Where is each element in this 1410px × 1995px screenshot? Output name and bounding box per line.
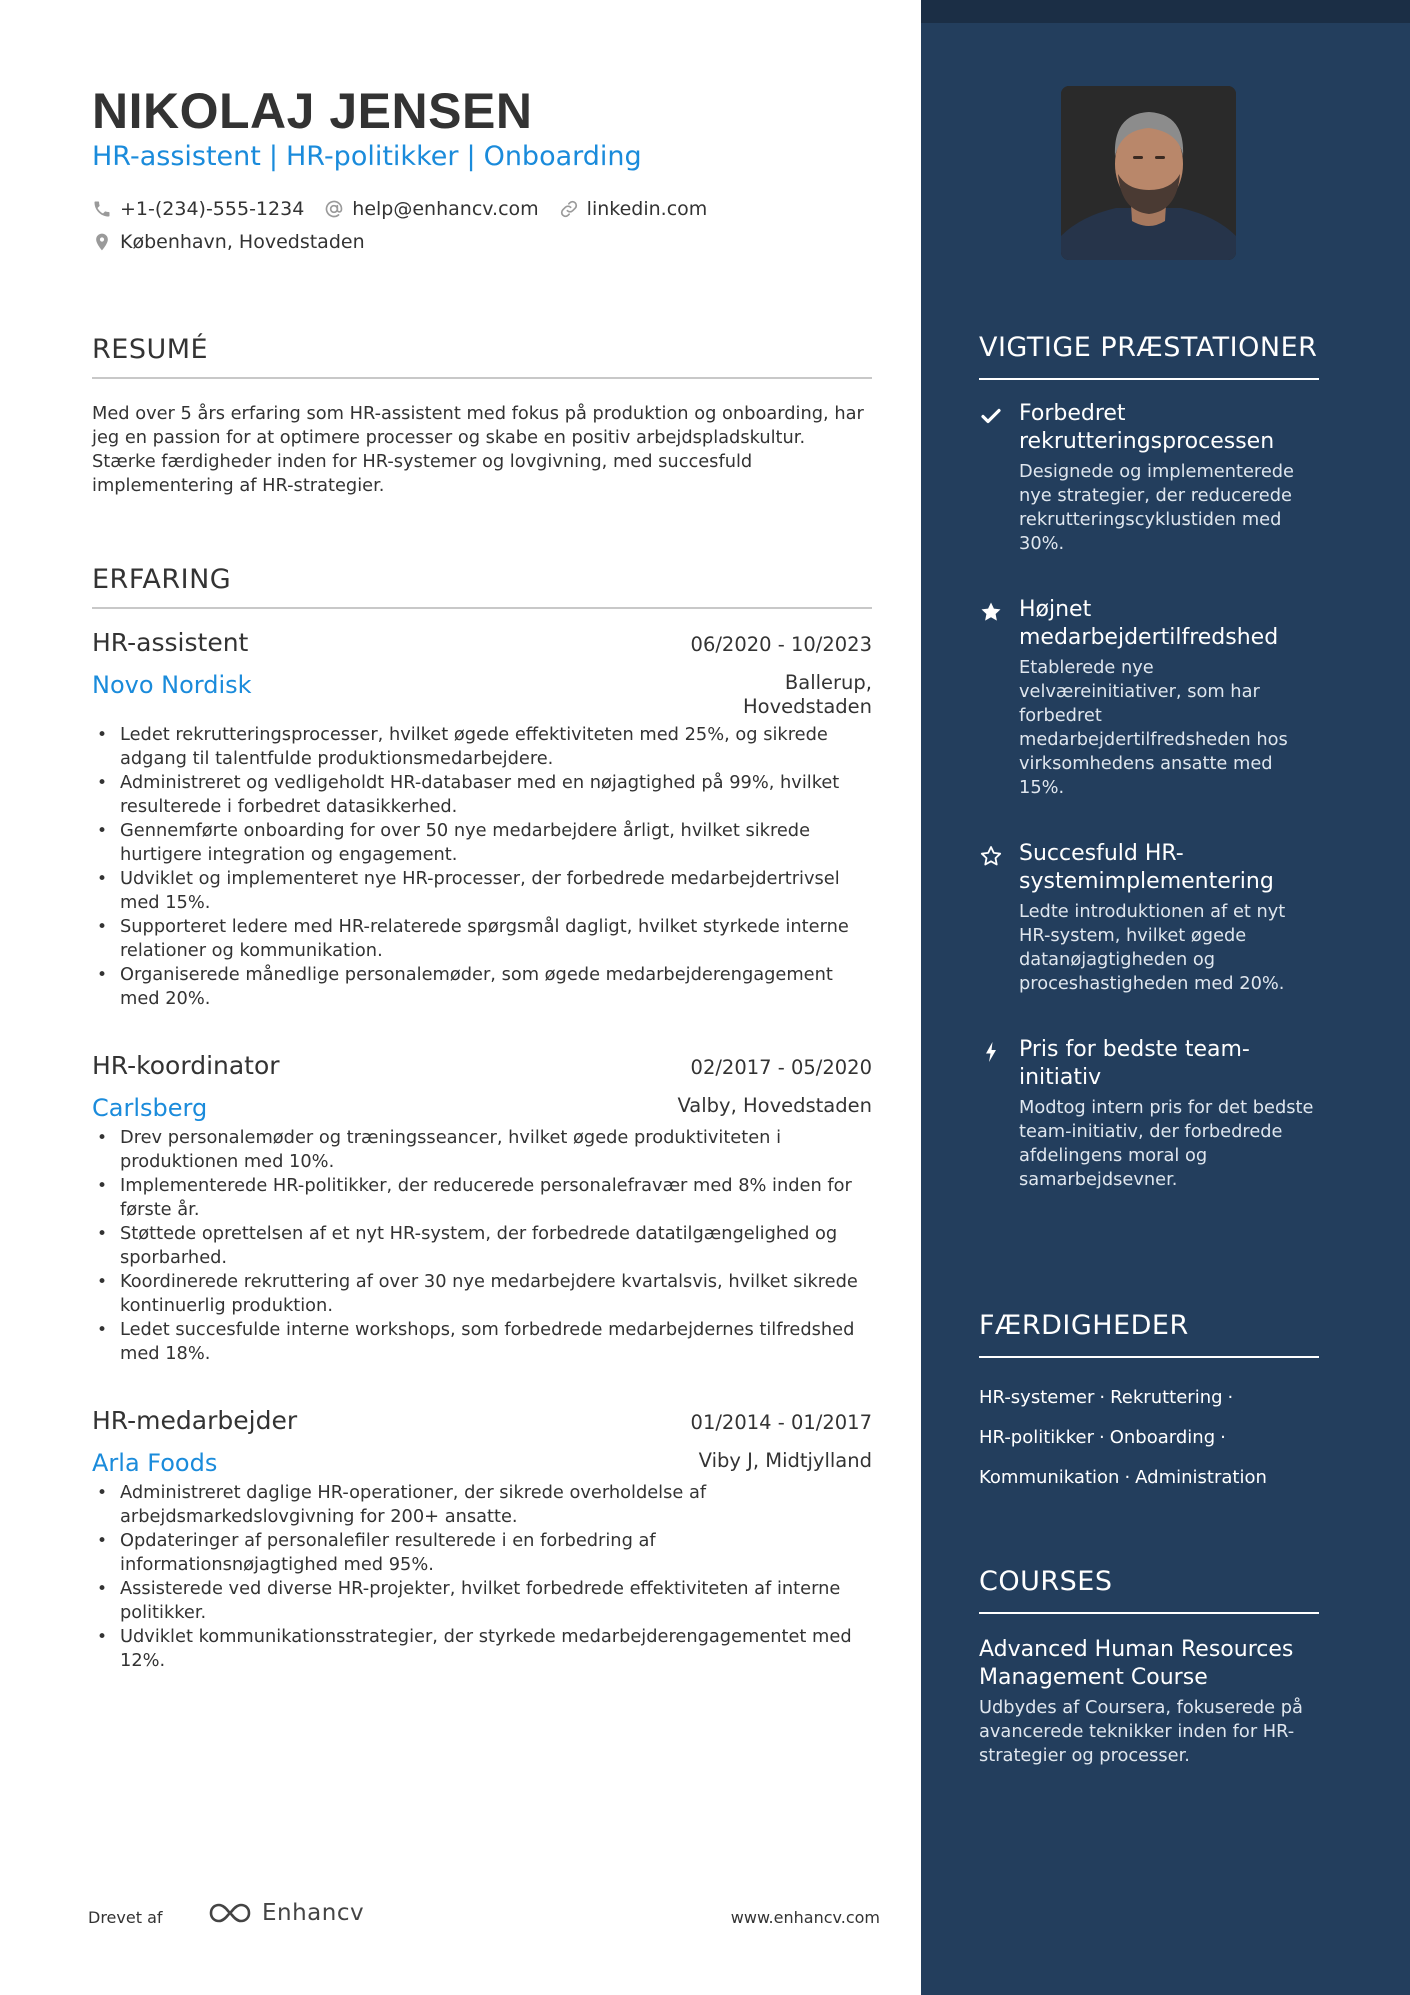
- job-bullet: • Implementerede HR-politikker, der reducerede personalefravær med 8% inden for første år.: [92, 1174, 872, 1222]
- achievements-section: [979, 330, 1319, 1232]
- star-outline-icon: [979, 844, 1003, 868]
- job-title: HR-assistent: [92, 628, 249, 657]
- sidebar: [921, 0, 1410, 1995]
- achievement-desc: Ledte introduktionen af et nyt HR-system, hvilket øgede datanøjagtigheden og proceshastigheden med 20%.: [1019, 901, 1286, 994]
- role-headline: [92, 141, 642, 172]
- job-bullets: [92, 1126, 872, 1366]
- company-name: Arla Foods: [92, 1449, 218, 1477]
- course-title: Advanced Human Resources Management Course: [979, 1637, 1294, 1690]
- footer: [88, 1900, 880, 1940]
- skills-heading: FÆRDIGHEDER: [979, 1308, 1319, 1358]
- job-bullet: • Assisterede ved diverse HR-projekter, hvilket forbedrede effektiviteten af interne politikker.: [92, 1577, 872, 1625]
- job-location: Viby J, Midtjylland: [698, 1449, 872, 1472]
- skill-tag: HR-politikker: [979, 1427, 1094, 1448]
- profile-photo: [1061, 86, 1236, 260]
- star-filled-icon: [979, 600, 1003, 624]
- candidate-name: NIKOLAJ JENSEN: [92, 83, 533, 139]
- job-entry: [92, 1406, 872, 1673]
- phone-contact[interactable]: [92, 198, 304, 220]
- email-contact[interactable]: [324, 198, 538, 220]
- job-bullet: • Drev personalemøder og træningsseancer, hvilket øgede produktiviteten i produktionen med 10%.: [92, 1126, 872, 1174]
- role-separator: |: [268, 141, 278, 172]
- job-bullet: • Administreret daglige HR-operationer, der sikrede overholdelse af arbejdsmarkedslovgivning for 200+ ansatte.: [92, 1481, 872, 1529]
- job-dates: 02/2017 - 05/2020: [690, 1056, 872, 1079]
- location-contact: [92, 231, 365, 253]
- achievement-title: Forbedret rekrutteringsprocessen: [1019, 401, 1275, 454]
- courses-section: [979, 1564, 1319, 1768]
- summary-text: Med over 5 års erfaring som HR-assistent med fokus på produktion og onboarding, har jeg en passion for at optimere processer og skabe en positiv arbejdspladskultur. Stærke færdigheder inden for HR-systemer og lovgivning, med succesfuld implementering af HR-strategier.: [92, 403, 864, 496]
- email-text: help@enhancv.com: [352, 198, 539, 220]
- location-text: København, Hovedstaden: [120, 231, 365, 253]
- footer-url[interactable]: www.enhancv.com: [730, 1908, 880, 1927]
- experience-heading: ERFARING: [92, 564, 872, 609]
- enhancv-logo[interactable]: [206, 1900, 364, 1926]
- skill-tag: HR-systemer: [979, 1387, 1095, 1408]
- job-bullet: • Organiserede månedlige personalemøder, som øgede medarbejderengagement med 20%.: [92, 963, 872, 1011]
- checkmark-icon: [979, 404, 1003, 428]
- sidebar-top-band: [921, 0, 1410, 23]
- skills-list: [979, 1378, 1319, 1498]
- lightning-icon: [979, 1040, 1003, 1064]
- company-name: Novo Nordisk: [92, 671, 252, 699]
- job-bullet: • Udviklet og implementeret nye HR-processer, der forbedrede medarbejdertrivsel med 15%.: [92, 867, 872, 915]
- phone-text: +1-(234)-555-1234: [120, 198, 305, 220]
- job-location: Ballerup, Hovedstaden: [743, 671, 872, 718]
- job-bullets: [92, 723, 872, 1011]
- achievement-desc: Etablerede nye velværeinitiativer, som har forbedret medarbejdertilfredsheden hos virksomhedens ansatte med 15%.: [1019, 657, 1288, 798]
- contact-info: [92, 196, 727, 262]
- courses-heading: COURSES: [979, 1564, 1319, 1614]
- job-title: HR-koordinator: [92, 1051, 280, 1080]
- skill-separator: ·: [1124, 1467, 1131, 1488]
- skill-tag: Administration: [1135, 1467, 1267, 1488]
- skill-separator: ·: [1227, 1387, 1234, 1408]
- powered-by-text: Drevet af: [88, 1908, 163, 1927]
- role-2: HR-politikker: [285, 141, 459, 172]
- achievement-item: [979, 596, 1319, 800]
- website-text: linkedin.com: [586, 198, 708, 220]
- achievement-item: [979, 400, 1319, 556]
- job-entry: [92, 1051, 872, 1366]
- job-entry: [92, 628, 872, 1011]
- achievement-title: Succesfuld HR-systemimplementering: [1019, 841, 1274, 894]
- profile-portrait-icon: [1061, 86, 1236, 260]
- achievement-title: Pris for bedste team-initiativ: [1019, 1037, 1250, 1090]
- job-bullet: • Supporteret ledere med HR-relaterede spørgsmål dagligt, hvilket styrkede interne relationer og kommunikation.: [92, 915, 872, 963]
- achievement-item: [979, 1036, 1319, 1192]
- summary-heading: RESUMÉ: [92, 334, 872, 379]
- job-bullet: • Ledet rekrutteringsprocesser, hvilket øgede effektiviteten med 25%, og sikrede adgang til talentfulde produktionsmedarbejdere.: [92, 723, 872, 771]
- job-bullet: • Ledet succesfulde interne workshops, som forbedrede medarbejdernes tilfredshed med 18%.: [92, 1318, 872, 1366]
- job-bullet: • Koordinerede rekruttering af over 30 nye medarbejdere kvartalsvis, hvilket sikrede kontinuerlig produktion.: [92, 1270, 872, 1318]
- role-separator: |: [466, 141, 476, 172]
- skill-separator: ·: [1099, 1427, 1105, 1448]
- job-dates: 01/2014 - 01/2017: [690, 1411, 872, 1434]
- phone-icon: [92, 199, 112, 219]
- achievement-desc: Modtog intern pris for det bedste team-initiativ, der forbedrede afdelingens moral og samarbejdsevner.: [1019, 1097, 1314, 1190]
- skill-separator: ·: [1099, 1387, 1106, 1408]
- job-dates: 06/2020 - 10/2023: [690, 633, 872, 656]
- job-bullet: • Gennemførte onboarding for over 50 nye medarbejdere årligt, hvilket sikrede hurtigere integration og engagement.: [92, 819, 872, 867]
- skills-section: [979, 1308, 1319, 1498]
- experience-list: [92, 628, 872, 1713]
- role-1: HR-assistent: [92, 141, 261, 172]
- job-location: Valby, Hovedstaden: [677, 1094, 872, 1117]
- location-pin-icon: [92, 232, 112, 252]
- job-bullets: [92, 1481, 872, 1673]
- company-name: Carlsberg: [92, 1094, 208, 1122]
- achievements-heading: VIGTIGE PRÆSTATIONER: [979, 330, 1319, 380]
- skill-tag: Rekruttering: [1110, 1387, 1223, 1408]
- achievement-title: Højnet medarbejdertilfredshed: [1019, 597, 1279, 650]
- job-bullet: • Støttede oprettelsen af et nyt HR-system, der forbedrede datatilgængelighed og sporbarhed.: [92, 1222, 872, 1270]
- skill-tag: Onboarding: [1109, 1427, 1216, 1448]
- achievement-desc: Designede og implementerede nye strategier, der reducerede rekrutteringscyklustiden med 30%.: [1019, 461, 1294, 554]
- skill-separator: ·: [1220, 1427, 1226, 1448]
- job-title: HR-medarbejder: [92, 1406, 298, 1435]
- infinity-logo-icon: [206, 1900, 254, 1926]
- link-icon: [559, 199, 579, 219]
- skill-tag: Kommunikation: [979, 1467, 1120, 1488]
- at-icon: [324, 199, 344, 219]
- course-desc: Udbydes af Coursera, fokuserede på avancerede teknikker inden for HR-strategier og processer.: [979, 1697, 1303, 1766]
- brand-name: Enhancv: [262, 1900, 365, 1926]
- job-bullet: • Udviklet kommunikationsstrategier, der styrkede medarbejderengagementet med 12%.: [92, 1625, 872, 1673]
- job-bullet: • Administreret og vedligeholdt HR-databaser med en nøjagtighed på 99%, hvilket resulterede i forbedret datasikkerhed.: [92, 771, 872, 819]
- website-contact[interactable]: [559, 198, 708, 220]
- job-bullet: • Opdateringer af personalefiler resulterede i en forbedring af informationsnøjagtighed med 95%.: [92, 1529, 872, 1577]
- role-3: Onboarding: [483, 141, 642, 172]
- achievement-item: [979, 840, 1319, 996]
